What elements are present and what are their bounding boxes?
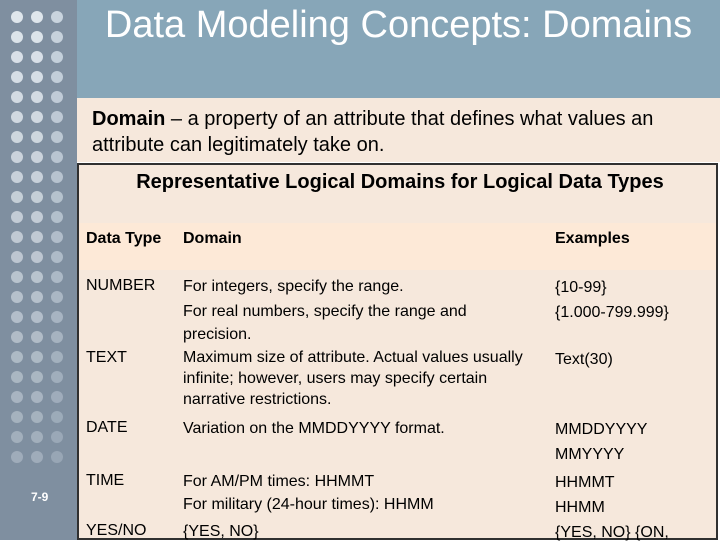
cell-examples xyxy=(555,470,715,520)
cell-data-type: DATE xyxy=(86,419,128,436)
decorative-dot xyxy=(31,171,43,183)
header-data-type: Data Type xyxy=(86,230,162,247)
decorative-dot xyxy=(11,191,23,203)
decorative-dot xyxy=(31,411,43,423)
decorative-dot xyxy=(51,371,63,383)
decorative-dot xyxy=(51,291,63,303)
decorative-dot xyxy=(31,191,43,203)
decorative-dot xyxy=(51,191,63,203)
definition-term: Domain xyxy=(92,108,166,130)
table-caption: Representative Logical Domains for Logical Data Types xyxy=(136,171,664,193)
cell-domain-line: Variation on the MMDDYYYY format. xyxy=(183,420,445,437)
decorative-dot xyxy=(31,451,43,463)
decorative-dot xyxy=(11,211,23,223)
decorative-dot xyxy=(31,291,43,303)
decorative-dot xyxy=(31,51,43,63)
decorative-dot xyxy=(11,111,23,123)
decorative-dot xyxy=(31,11,43,23)
decorative-dot xyxy=(51,431,63,443)
cell-data-type: TEXT xyxy=(86,349,127,366)
cell-domain xyxy=(183,275,528,346)
cell-domain xyxy=(183,347,528,410)
cell-domain-line: For real numbers, specify the range and precision. xyxy=(183,303,467,343)
cell-data-type: YES/NO xyxy=(86,522,147,539)
decorative-dot xyxy=(31,231,43,243)
decorative-dot xyxy=(31,331,43,343)
decorative-dot xyxy=(31,351,43,363)
decorative-dot xyxy=(31,271,43,283)
decorative-dot xyxy=(51,391,63,403)
cell-domain xyxy=(183,417,528,440)
decorative-dot xyxy=(31,391,43,403)
decorative-dot xyxy=(51,71,63,83)
decorative-dot xyxy=(11,411,23,423)
decorative-dot xyxy=(51,111,63,123)
cell-example-line: HHMM xyxy=(555,499,605,516)
cell-example-line: MMYYYY xyxy=(555,446,625,463)
cell-examples xyxy=(555,520,715,545)
decorative-dot xyxy=(51,91,63,103)
cell-example-line: {YES, NO} {ON, xyxy=(555,524,669,541)
decorative-dot xyxy=(11,451,23,463)
cell-domain-line: Maximum size of attribute. Actual values usually infinite; however, users may specify certain narrative restrictions. xyxy=(183,349,523,408)
decorative-dot xyxy=(11,231,23,243)
decorative-dot xyxy=(31,111,43,123)
decorative-dot xyxy=(51,311,63,323)
decorative-dot xyxy=(11,251,23,263)
decorative-dot xyxy=(11,391,23,403)
cell-domain-line: For integers, specify the range. xyxy=(183,278,404,295)
sidebar-panel xyxy=(0,0,77,540)
decorative-dot xyxy=(31,91,43,103)
cell-example-line: MMDDYYYY xyxy=(555,421,648,438)
slide-title: Data Modeling Concepts: Domains xyxy=(104,4,693,46)
decorative-dot xyxy=(51,131,63,143)
decorative-dot xyxy=(51,51,63,63)
cell-examples xyxy=(555,347,715,372)
cell-examples xyxy=(555,417,715,467)
decorative-dot xyxy=(31,151,43,163)
cell-example-line: {1.000-799.999} xyxy=(555,304,669,321)
decorative-dot xyxy=(51,31,63,43)
decorative-dot xyxy=(31,131,43,143)
decorative-dot xyxy=(11,311,23,323)
decorative-dot xyxy=(31,251,43,263)
decorative-dot xyxy=(11,351,23,363)
decorative-dot xyxy=(31,371,43,383)
decorative-dot xyxy=(31,71,43,83)
cell-example-line: Text(30) xyxy=(555,351,613,368)
decorative-dot xyxy=(51,171,63,183)
decorative-dot xyxy=(51,451,63,463)
decorative-dot xyxy=(11,71,23,83)
cell-domain-line: {YES, NO} xyxy=(183,523,259,540)
decorative-dot xyxy=(11,51,23,63)
decorative-dot xyxy=(11,91,23,103)
decorative-dot xyxy=(31,31,43,43)
decorative-dot xyxy=(11,431,23,443)
decorative-dot xyxy=(11,11,23,23)
definition-body: – a property of an attribute that defines what values an attribute can legitimately take on. xyxy=(92,108,654,156)
cell-domain-line: For military (24-hour times): HHMM xyxy=(183,496,434,513)
decorative-dot xyxy=(11,131,23,143)
decorative-dot xyxy=(51,411,63,423)
decorative-dot xyxy=(11,291,23,303)
definition-text xyxy=(92,106,692,158)
cell-examples xyxy=(555,275,715,325)
decorative-dot xyxy=(31,211,43,223)
cell-data-type: NUMBER xyxy=(86,277,156,294)
cell-example-line: {10-99} xyxy=(555,279,607,296)
decorative-dot xyxy=(51,271,63,283)
cell-example-line: HHMMT xyxy=(555,474,615,491)
slide-number: 7-9 xyxy=(31,490,49,504)
decorative-dot xyxy=(51,231,63,243)
decorative-dot xyxy=(51,11,63,23)
decorative-dot xyxy=(11,331,23,343)
decorative-dot xyxy=(11,151,23,163)
decorative-dot xyxy=(11,31,23,43)
decorative-dot xyxy=(51,331,63,343)
decorative-dot xyxy=(11,171,23,183)
decorative-dot xyxy=(11,371,23,383)
decorative-dot xyxy=(51,351,63,363)
decorative-dot xyxy=(31,431,43,443)
decorative-dot xyxy=(11,271,23,283)
decorative-dot xyxy=(31,311,43,323)
cell-domain xyxy=(183,470,528,516)
decorative-dot xyxy=(51,211,63,223)
decorative-dot xyxy=(51,151,63,163)
cell-domain-line: For AM/PM times: HHMMT xyxy=(183,473,375,490)
cell-data-type: TIME xyxy=(86,472,125,489)
header-domain: Domain xyxy=(183,230,242,247)
decorative-dot xyxy=(51,251,63,263)
header-examples: Examples xyxy=(555,230,630,247)
